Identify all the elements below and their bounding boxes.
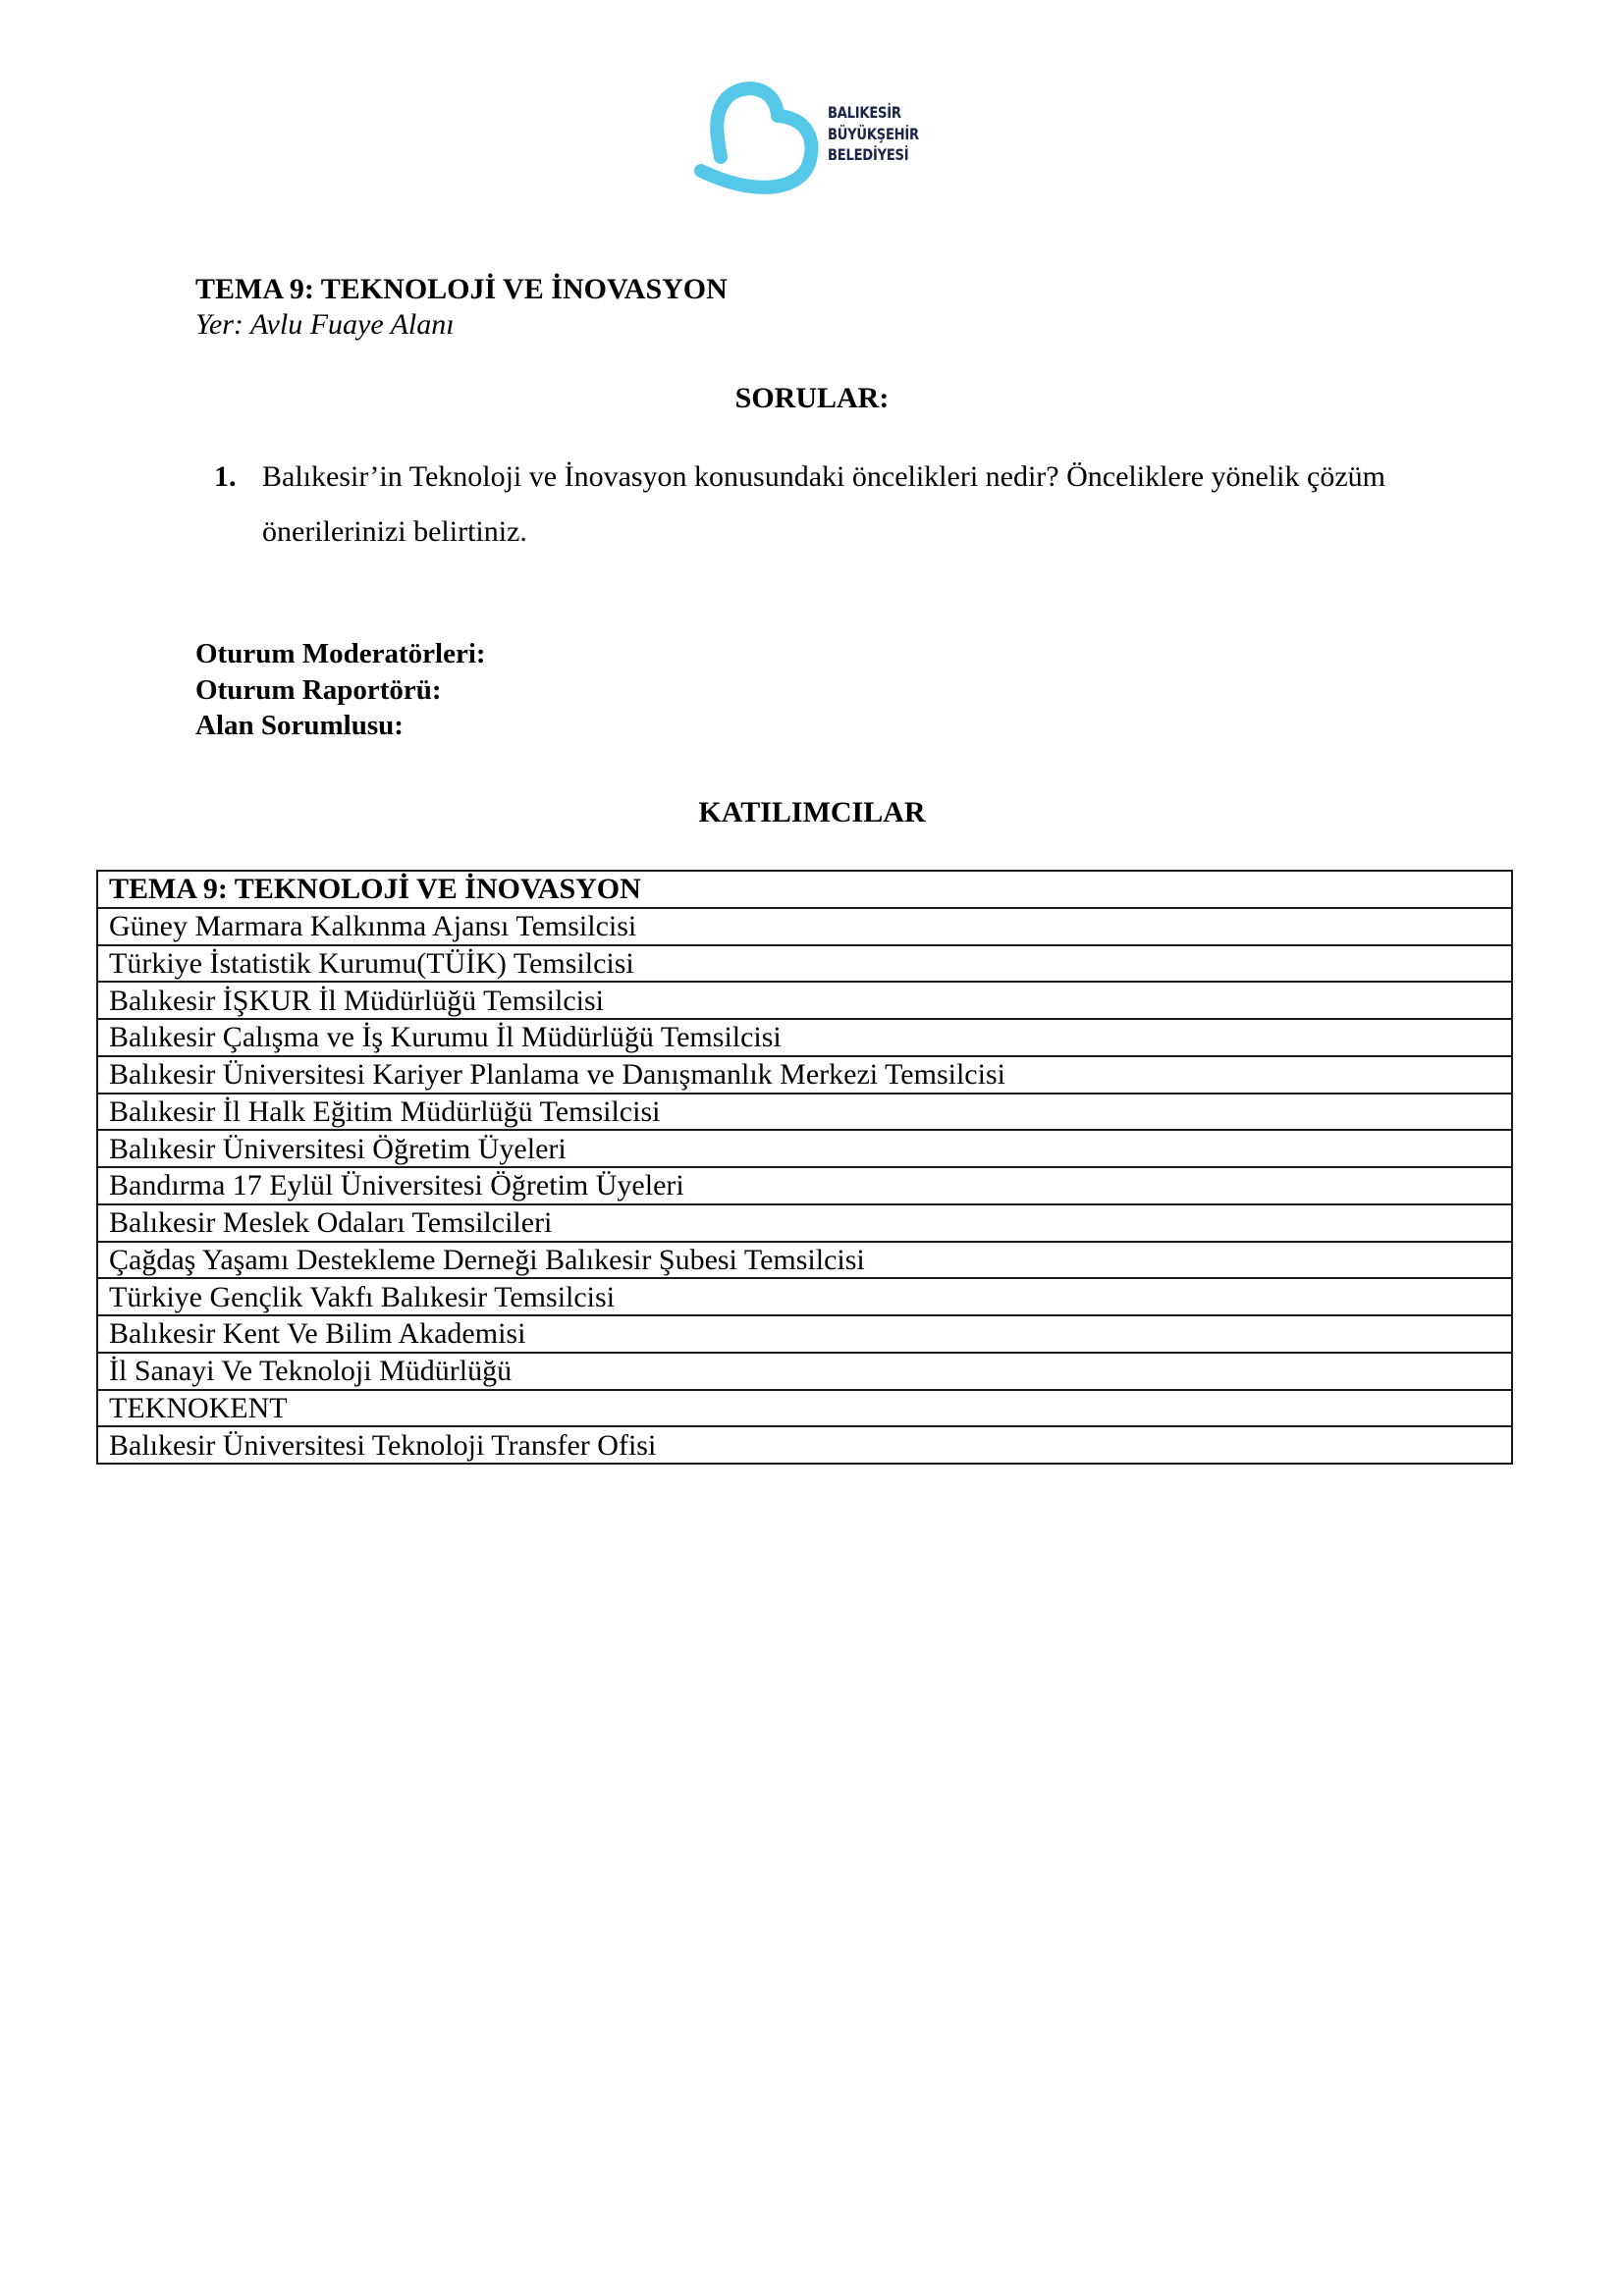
table-row bbox=[97, 1353, 1512, 1390]
questions-heading: SORULAR: bbox=[734, 382, 890, 414]
participant-cell: Balıkesir Üniversitesi Teknoloji Transfer Ofisi bbox=[97, 1426, 1512, 1464]
table-row bbox=[97, 1204, 1512, 1242]
balikesir-logo bbox=[687, 77, 952, 199]
participant-cell: İl Sanayi Ve Teknoloji Müdürlüğü bbox=[97, 1353, 1512, 1390]
reporter-label: Oturum Raportörü: bbox=[195, 673, 442, 706]
heart-b-logo-icon bbox=[687, 77, 820, 199]
table-row bbox=[97, 1094, 1512, 1131]
table-row bbox=[97, 908, 1512, 945]
question-number: 1. bbox=[214, 460, 237, 493]
participant-cell: Balıkesir Üniversitesi Öğretim Üyeleri bbox=[97, 1130, 1512, 1167]
logo-wordmark bbox=[828, 102, 919, 166]
participant-cell: Güney Marmara Kalkınma Ajansı Temsilcisi bbox=[97, 908, 1512, 945]
table-row bbox=[97, 1056, 1512, 1094]
logo-line: BÜYÜKŞEHİR bbox=[828, 124, 919, 143]
table-row bbox=[97, 982, 1512, 1019]
participant-cell: Balıkesir Çalışma ve İş Kurumu İl Müdürlüğü Temsilcisi bbox=[97, 1019, 1512, 1056]
table-header-row bbox=[97, 871, 1512, 908]
table-row bbox=[97, 1278, 1512, 1315]
participant-cell: Balıkesir Meslek Odaları Temsilcileri bbox=[97, 1204, 1512, 1242]
theme-title: TEMA 9: TEKNOLOJİ VE İNOVASYON bbox=[195, 273, 728, 305]
question-text: Balıkesir’in Teknoloji ve İnovasyon konusundaki öncelikleri nedir? Önceliklere yönelik çözüm önerilerinizi belirtiniz. bbox=[262, 460, 1385, 548]
participant-cell: Balıkesir Kent Ve Bilim Akademisi bbox=[97, 1315, 1512, 1353]
table-row bbox=[97, 1130, 1512, 1167]
table-row bbox=[97, 1167, 1512, 1204]
participants-table bbox=[96, 870, 1513, 1465]
table-row bbox=[97, 1019, 1512, 1056]
responsible-label: Alan Sorumlusu: bbox=[195, 710, 404, 741]
participant-cell: Balıkesir İl Halk Eğitim Müdürlüğü Temsilcisi bbox=[97, 1094, 1512, 1131]
participant-cell: Çağdaş Yaşamı Destekleme Derneği Balıkesir Şubesi Temsilcisi bbox=[97, 1242, 1512, 1279]
participant-cell: Türkiye İstatistik Kurumu(TÜİK) Temsilcisi bbox=[97, 945, 1512, 983]
table-row bbox=[97, 1315, 1512, 1353]
table-row bbox=[97, 1390, 1512, 1427]
location-text: Yer: Avlu Fuaye Alanı bbox=[195, 308, 455, 341]
session-roles bbox=[195, 636, 486, 744]
participant-cell: Balıkesir Üniversitesi Kariyer Planlama ve Danışmanlık Merkezi Temsilcisi bbox=[97, 1056, 1512, 1094]
logo-line: BALIKESİR bbox=[828, 103, 901, 122]
table-header-cell: TEMA 9: TEKNOLOJİ VE İNOVASYON bbox=[97, 871, 1512, 908]
participant-cell: Bandırma 17 Eylül Üniversitesi Öğretim Üyeleri bbox=[97, 1167, 1512, 1204]
participant-cell: TEKNOKENT bbox=[97, 1390, 1512, 1427]
table-row bbox=[97, 1242, 1512, 1279]
participants-heading: KATILIMCILAR bbox=[698, 796, 926, 828]
moderators-label: Oturum Moderatörleri: bbox=[195, 638, 486, 669]
participant-cell: Türkiye Gençlik Vakfı Balıkesir Temsilcisi bbox=[97, 1278, 1512, 1315]
participant-cell: Balıkesir İŞKUR İl Müdürlüğü Temsilcisi bbox=[97, 982, 1512, 1019]
logo-line: BELEDİYESİ bbox=[828, 145, 909, 164]
table-row bbox=[97, 1426, 1512, 1464]
table-row bbox=[97, 945, 1512, 983]
